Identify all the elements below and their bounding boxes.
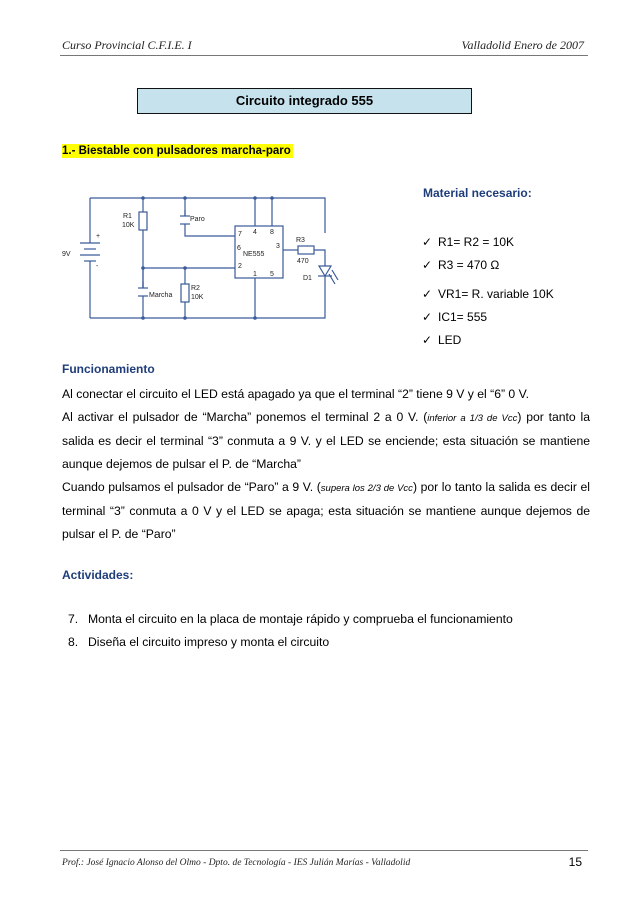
- r1-label: R1: [123, 213, 132, 220]
- r3-label: R3: [296, 237, 305, 244]
- page-number: 15: [568, 855, 582, 869]
- header-right: Valladolid Enero de 2007: [461, 38, 584, 52]
- material-item: ✓ R1= R2 = 10K: [422, 232, 554, 255]
- paragraph: Cuando pulsamos el pulsador de “Paro” a 9 V. (supera los 2/3 de Vcc) por lo tanto la salida es decir el terminal “3” conmuta a 0 V y el LED se apaga; esta situación se mantiene aunque dejemos de pulsar el P. de “Paro”: [62, 480, 590, 541]
- checkmark-icon: ✓: [422, 333, 433, 347]
- pin-6: 6: [237, 245, 241, 252]
- header-left: Curso Provincial C.F.I.E. I: [62, 38, 192, 52]
- marcha-label: Marcha: [149, 292, 173, 299]
- minus-sign: -: [96, 263, 99, 270]
- material-list: [422, 232, 554, 353]
- pin-5: 5: [270, 271, 274, 278]
- vsource-label: 9V: [62, 251, 71, 258]
- pin-2: 2: [238, 263, 242, 270]
- header-rule: [60, 55, 588, 56]
- material-item: ✓ IC1= 555: [422, 307, 554, 330]
- r1-value: 10K: [122, 222, 135, 229]
- plus-sign: +: [96, 233, 101, 240]
- pin-7: 7: [238, 231, 242, 238]
- r2-label: R2: [191, 285, 200, 292]
- pin-3: 3: [276, 243, 280, 250]
- paro-label: Paro: [190, 216, 205, 223]
- ic-label: NE555: [243, 251, 265, 258]
- r2-value: 10K: [191, 294, 204, 301]
- d1-label: D1: [303, 275, 312, 282]
- checkmark-icon: ✓: [422, 258, 433, 272]
- pin-4: 4: [253, 229, 257, 236]
- footer-rule: [60, 850, 588, 851]
- checkmark-icon: ✓: [422, 287, 433, 301]
- activity-item: 7. Monta el circuito en la placa de montaje rápido y comprueba el funcionamiento: [68, 612, 513, 626]
- material-item: ✓ LED: [422, 330, 554, 353]
- material-item: ✓ R3 = 470 Ω: [422, 255, 554, 278]
- funcionamiento-body: [62, 383, 590, 546]
- r3-value: 470: [297, 258, 309, 265]
- activity-item: 8. Diseña el circuito impreso y monta el circuito: [68, 635, 330, 649]
- checkmark-icon: ✓: [422, 235, 433, 249]
- material-title: Material necesario:: [423, 186, 532, 200]
- footer-text: Prof.: José Ignacio Alonso del Olmo - Dpto. de Tecnología - IES Julián Marías - Valladolid: [62, 858, 411, 868]
- page-title: Circuito integrado 555: [137, 88, 472, 114]
- actividades-title: Actividades:: [62, 568, 134, 582]
- material-item: ✓ VR1= R. variable 10K: [422, 284, 554, 307]
- circuit-diagram: [60, 188, 340, 328]
- pin-1: 1: [253, 271, 257, 278]
- funcionamiento-title: Funcionamiento: [62, 362, 155, 376]
- pin-8: 8: [270, 229, 274, 236]
- paragraph: Al conectar el circuito el LED está apagado ya que el terminal “2” tiene 9 V y el “6” 0 V.: [62, 387, 529, 401]
- section-title: 1.- Biestable con pulsadores marcha-paro: [62, 145, 291, 157]
- activities-list: [68, 609, 513, 655]
- checkmark-icon: ✓: [422, 310, 433, 324]
- paragraph: Al activar el pulsador de “Marcha” ponemos el terminal 2 a 0 V. (inferior a 1/3 de Vcc) por tanto la salida es decir el terminal “3” conmuta a 9 V. y el LED se enciende; esta situación se mantiene aunque dejemos de pulsar el P. de “Marcha”: [62, 410, 590, 471]
